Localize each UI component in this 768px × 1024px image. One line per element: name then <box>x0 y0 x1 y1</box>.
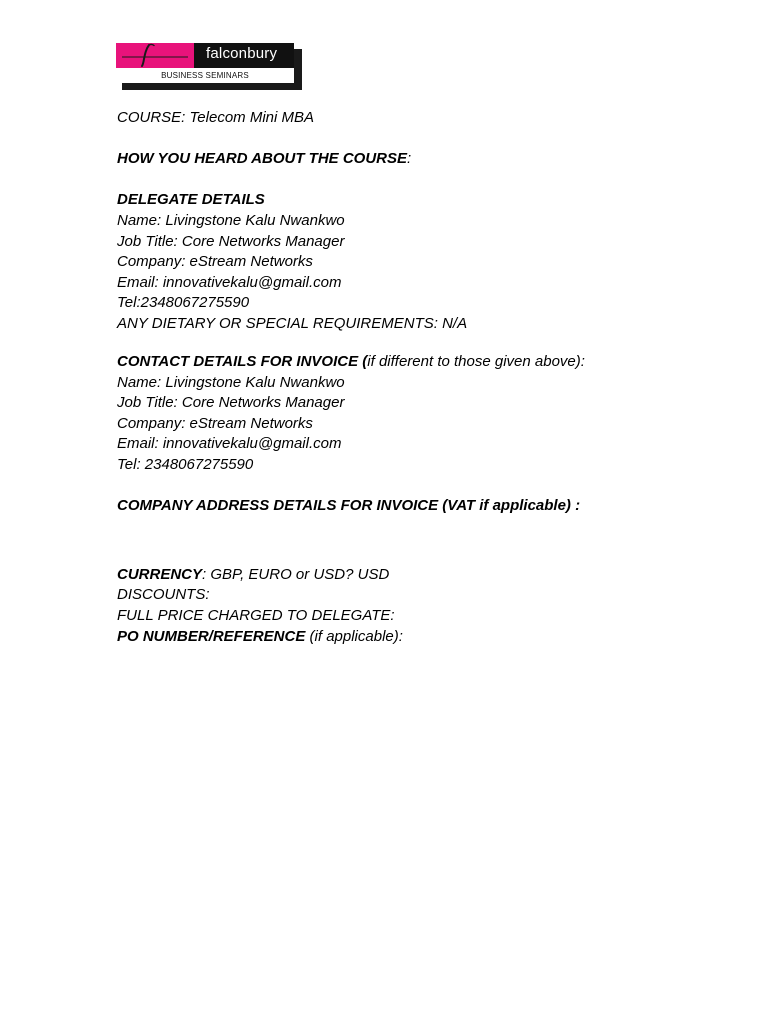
invoice-tel: Tel: 2348067275590 <box>117 456 254 473</box>
falconbury-logo <box>116 43 302 90</box>
po-label: PO NUMBER/REFERENCE <box>117 627 306 645</box>
delegate-heading: DELEGATE DETAILS <box>117 191 265 209</box>
quill-f-icon <box>116 43 194 68</box>
invoice-name: Name: Livingstone Kalu Nwankwo <box>117 373 345 391</box>
booking-form-document <box>117 108 737 647</box>
course-line <box>117 108 737 129</box>
delegate-tel: Tel:2348067275590 <box>117 294 250 312</box>
delegate-company: Company: eStream Networks <box>117 253 313 271</box>
invoice-company: Company: eStream Networks <box>117 414 313 432</box>
company-address-heading: COMPANY ADDRESS DETAILS FOR INVOICE (VAT if applicable) : <box>117 497 581 515</box>
po-note: (if applicable): <box>305 627 403 645</box>
delegate-dietary: ANY DIETARY OR SPECIAL REQUIREMENTS: N/A <box>117 314 468 332</box>
heard-suffix: : <box>407 150 412 168</box>
invoice-email: Email: innovativekalu@gmail.com <box>117 435 342 453</box>
invoice-job-title: Job Title: Core Networks Manager <box>117 394 345 412</box>
full-price-line: FULL PRICE CHARGED TO DELEGATE: <box>117 606 395 624</box>
delegate-job-title: Job Title: Core Networks Manager <box>117 232 345 250</box>
invoice-contact-heading-line <box>117 352 737 373</box>
discounts-line: DISCOUNTS: <box>117 586 210 604</box>
heard-label: HOW YOU HEARD ABOUT THE COURSE <box>117 150 408 168</box>
heard-line <box>117 149 737 170</box>
logo-subtitle: BUSINESS SEMINARS <box>161 71 249 80</box>
logo-body <box>116 43 294 83</box>
po-line <box>117 627 737 648</box>
currency-text: : GBP, EURO or USD? USD <box>202 565 390 583</box>
delegate-name: Name: Livingstone Kalu Nwankwo <box>117 211 345 229</box>
course-value: Telecom Mini MBA <box>189 109 314 126</box>
invoice-contact-note: if different to those given above): <box>367 353 585 371</box>
logo-name: falconbury <box>206 45 278 62</box>
course-label: COURSE: <box>117 109 190 126</box>
delegate-email: Email: innovativekalu@gmail.com <box>117 273 342 291</box>
currency-line <box>117 565 737 586</box>
currency-label: CURRENCY <box>117 565 203 583</box>
invoice-contact-heading: CONTACT DETAILS FOR INVOICE ( <box>117 353 368 371</box>
